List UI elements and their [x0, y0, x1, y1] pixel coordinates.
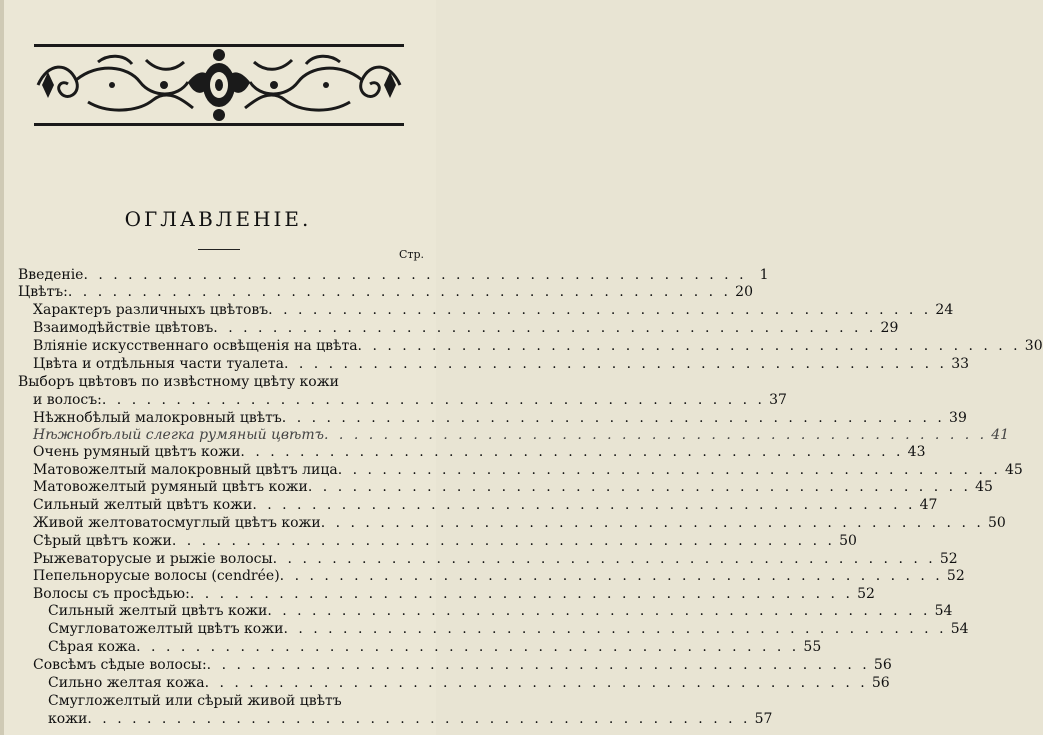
- toc-entry: [0, 620, 969, 638]
- leader-dots: . . . . . . . . . . . . . . . . . . . . . . . . . . . . . . . . . . . . . . . . . . . . .: [337, 462, 1001, 478]
- toc-entry-label: Совсѣмъ сѣдые волосы:: [33, 657, 207, 673]
- toc-page-number: 54: [950, 621, 969, 637]
- toc-page-number: 24: [935, 302, 954, 318]
- toc-entry: [0, 355, 970, 373]
- toc-entry: [0, 710, 773, 728]
- toc-page-number: 52: [946, 568, 965, 584]
- toc-entry-label: Сильно желтая кожа: [48, 675, 205, 691]
- leader-dots: . . . . . . . . . . . . . . . . . . . . . . . . . . . . . . . . . . . . . . . . . . . . .: [307, 479, 971, 495]
- toc-page-number: 41: [991, 427, 1010, 443]
- toc-entry: [0, 550, 958, 568]
- toc-page-number: 39: [949, 410, 967, 426]
- toc-entry-label: и волосъ:: [33, 392, 102, 408]
- leader-dots: . . . . . . . . . . . . . . . . . . . . . . . . . . . . . . . . . . . . . . . . . . . . .: [283, 356, 948, 372]
- toc-entry-label: Рыжеваторусые и рыжiе волосы: [33, 551, 273, 567]
- toc-entry: [0, 674, 890, 692]
- toc-entry-label: Живой желтоватосмуглый цвѣтъ кожи: [33, 515, 321, 531]
- toc-entry-label: Смугловатожелтый цвѣтъ кожи: [48, 621, 284, 637]
- toc-page-number: [406, 373, 428, 391]
- toc-entry: [0, 391, 787, 409]
- leader-dots: . . . . . . . . . . . . . . . . . . . . . . . . . . . . . . . . . . . . . . . . . . . . .: [281, 410, 945, 426]
- toc-entry: [0, 585, 875, 603]
- leader-dots: . . . . . . . . . . . . . . . . . . . . . . . . . . . . . . . . . . . . . . . . . . . . .: [272, 551, 936, 567]
- toc-entry: [0, 319, 899, 337]
- toc-page-number: 1: [759, 267, 769, 283]
- toc-entry: [0, 461, 1023, 479]
- title-divider: [198, 249, 240, 250]
- toc-entry-label: кожи: [48, 711, 88, 727]
- toc-page-number: 50: [839, 533, 857, 549]
- toc-entry-label: Матовожелтый румяный цвѣтъ кожи: [33, 479, 308, 495]
- toc-page-number: 56: [871, 675, 890, 691]
- toc-page-number: 29: [880, 320, 899, 336]
- toc-page-number: 52: [939, 551, 958, 567]
- toc-page-number: [406, 692, 428, 710]
- page-column-label: Стр.: [398, 248, 424, 261]
- toc-entry-label: Сѣрая кожа: [48, 639, 137, 655]
- toc-page-number: 37: [769, 392, 787, 408]
- toc-entry: [0, 301, 954, 319]
- toc-page-number: 33: [951, 356, 970, 372]
- toc-entry: [0, 532, 857, 550]
- leader-dots: . . . . . . . . . . . . . . . . . . . . . . . . . . . . . . . . . . . . . . . . . . . . .: [357, 338, 1021, 354]
- toc-entry-label: Нѣжнобѣлый слегка румяный цвѣтъ: [33, 427, 325, 443]
- leader-dots: . . . . . . . . . . . . . . . . . . . . . . . . . . . . . . . . . . . . . . . . . . . . .: [240, 444, 904, 460]
- toc-entry: [0, 283, 753, 301]
- toc-page-number: 52: [857, 586, 875, 602]
- toc-entry-label: Матовожелтый малокровный цвѣтъ лица: [33, 462, 338, 478]
- toc-entry-label: Взаимодѣйствiе цвѣтовъ: [33, 320, 214, 336]
- leader-dots: . . . . . . . . . . . . . . . . . . . . . . . . . . . . . . . . . . . . . . . . . . . . .: [67, 284, 731, 300]
- toc-page-number: 50: [987, 515, 1006, 531]
- toc-entry: [0, 443, 926, 461]
- toc-entry-label: Смугложелтый или сѣрый живой цвѣтъ: [48, 693, 342, 709]
- leader-dots: . . . . . . . . . . . . . . . . . . . . . . . . . . . . . . . . . . . . . . . . . . . . .: [252, 497, 916, 513]
- toc-entry: [0, 266, 769, 284]
- toc-page-number: 47: [919, 497, 938, 513]
- leader-dots: . . . . . . . . . . . . . . . . . . . . . . . . . . . . . . . . . . . . . . . . . . . . .: [206, 657, 870, 673]
- toc-page-number: 30: [1024, 338, 1043, 354]
- leader-dots: . . . . . . . . . . . . . . . . . . . . . . . . . . . . . . . . . . . . . . . . . . . . .: [171, 533, 835, 549]
- toc-page-number: 56: [873, 657, 892, 673]
- toc-entry-label: Сильный желтый цвѣтъ кожи: [33, 497, 253, 513]
- toc-page-number: 45: [1004, 462, 1023, 478]
- toc-page-number: 45: [975, 479, 993, 495]
- leader-dots: . . . . . . . . . . . . . . . . . . . . . . . . . . . . . . . . . . . . . . . . . . . . .: [136, 639, 800, 655]
- toc-entry-label: Влiянiе искусственнаго освѣщенiя на цвѣта: [33, 338, 358, 354]
- toc-entry: [0, 656, 892, 674]
- toc-entry-label: Сильный желтый цвѣтъ кожи: [48, 603, 268, 619]
- toc-entry: [0, 409, 967, 427]
- toc-entry-label: Характеръ различныхъ цвѣтовъ: [33, 302, 269, 318]
- toc-entry: [0, 426, 1010, 444]
- toc-entry-label: Нѣжнобѣлый малокровный цвѣтъ: [33, 410, 282, 426]
- toc-page-number: 43: [907, 444, 926, 460]
- leader-dots: . . . . . . . . . . . . . . . . . . . . . . . . . . . . . . . . . . . . . . . . . . . . .: [268, 302, 932, 318]
- leader-dots: . . . . . . . . . . . . . . . . . . . . . . . . . . . . . . . . . . . . . . . . . . . . .: [101, 392, 765, 408]
- toc-page-number: 55: [803, 639, 822, 655]
- toc-entry-label: Выборъ цвѣтовъ по извѣстному цвѣту кожи: [18, 374, 339, 390]
- decorative-headpiece: [28, 42, 410, 128]
- toc-entry: [0, 567, 965, 585]
- leader-dots: [342, 692, 406, 710]
- leader-dots: . . . . . . . . . . . . . . . . . . . . . . . . . . . . . . . . . . . . . . . . . . . . .: [83, 267, 747, 283]
- leader-dots: . . . . . . . . . . . . . . . . . . . . . . . . . . . . . . . . . . . . . . . . . . . . .: [320, 515, 984, 531]
- leader-dots: . . . . . . . . . . . . . . . . . . . . . . . . . . . . . . . . . . . . . . . . . . . . .: [324, 427, 988, 443]
- toc-entry-label: Пепельнорусые волосы (cendrée): [33, 568, 280, 584]
- toc-entry: [0, 478, 993, 496]
- toc-page-number: 20: [735, 284, 753, 300]
- leader-dots: . . . . . . . . . . . . . . . . . . . . . . . . . . . . . . . . . . . . . . . . . . . . .: [204, 675, 868, 691]
- toc-entry-label: Очень румяный цвѣтъ кожи: [33, 444, 241, 460]
- toc-page-number: 54: [934, 603, 953, 619]
- toc-entry: [0, 373, 428, 391]
- toc-entry: [0, 602, 953, 620]
- leader-dots: [339, 373, 406, 391]
- leader-dots: . . . . . . . . . . . . . . . . . . . . . . . . . . . . . . . . . . . . . . . . . . . . .: [87, 711, 751, 727]
- toc-entry: [0, 638, 822, 656]
- toc-entry-label: Цвѣтъ:: [18, 284, 68, 300]
- page-title: ОГЛАВЛЕНIЕ.: [124, 207, 312, 231]
- toc-entry-label: Цвѣта и отдѣльныя части туалета: [33, 356, 284, 372]
- toc-entry: [0, 337, 1043, 355]
- toc-entry: [0, 692, 428, 710]
- leader-dots: . . . . . . . . . . . . . . . . . . . . . . . . . . . . . . . . . . . . . . . . . . . . .: [267, 603, 931, 619]
- toc-entry-label: Введенiе: [18, 267, 84, 283]
- toc-entry: [0, 496, 938, 514]
- leader-dots: . . . . . . . . . . . . . . . . . . . . . . . . . . . . . . . . . . . . . . . . . . . . .: [279, 568, 943, 584]
- toc-entry: [0, 514, 1006, 532]
- leader-dots: . . . . . . . . . . . . . . . . . . . . . . . . . . . . . . . . . . . . . . . . . . . . .: [283, 621, 947, 637]
- toc-page-number: 57: [754, 711, 773, 727]
- leader-dots: . . . . . . . . . . . . . . . . . . . . . . . . . . . . . . . . . . . . . . . . . . . . .: [213, 320, 877, 336]
- leader-dots: . . . . . . . . . . . . . . . . . . . . . . . . . . . . . . . . . . . . . . . . . . . . .: [189, 586, 853, 602]
- toc-entry-label: Волосы съ просѣдью:: [33, 586, 190, 602]
- toc-entry-label: Сѣрый цвѣтъ кожи: [33, 533, 172, 549]
